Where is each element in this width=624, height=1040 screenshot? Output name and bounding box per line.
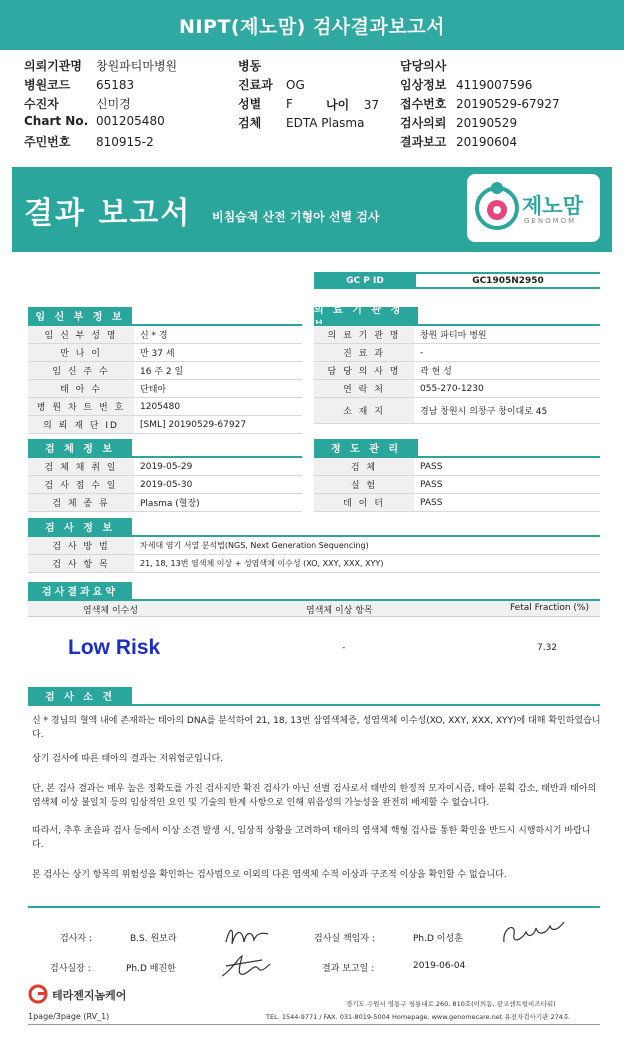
specimen-info-row — [28, 458, 302, 476]
lab-head-signature-icon — [498, 914, 570, 950]
institution-info-heading: 의 료 기 관 정 — [314, 307, 418, 324]
header-field — [24, 57, 177, 74]
header-field-key: 병원코드 — [24, 78, 71, 92]
report-date: 2019-06-04 — [413, 961, 466, 971]
header-field — [24, 76, 134, 93]
test-info-label: 검 사 항 목 — [28, 555, 134, 572]
header-field-key: 검체 — [238, 116, 262, 130]
header-field — [238, 95, 293, 112]
qc-label: 데 이 터 — [314, 494, 414, 511]
gcp-id-label: GC P ID — [314, 274, 416, 287]
institution-info-row — [314, 344, 600, 362]
age-key: 나이 — [326, 98, 350, 112]
pregnant-info-label: 의 뢰 재 단 ID — [28, 416, 134, 433]
logo-text: 제노맘 — [522, 194, 583, 218]
test-info-label: 검 사 방 법 — [28, 537, 134, 554]
lab-head-label: 검사실 책임자 : — [314, 934, 375, 944]
pregnant-info-label: 태 아 수 — [28, 380, 134, 397]
gcp-id-row — [314, 272, 600, 289]
company-logo-icon — [28, 984, 48, 1004]
header-field — [238, 76, 305, 93]
header-field-value: OG — [286, 78, 305, 92]
specimen-info-value: 2019-05-29 — [140, 461, 193, 472]
lab-head-name: Ph.D 이성훈 — [413, 934, 463, 944]
pregnant-info-value: 단태아 — [140, 385, 167, 395]
pregnant-info-row — [28, 416, 302, 434]
header-field-value: F — [286, 97, 293, 111]
header-field — [400, 57, 456, 74]
header-field — [400, 95, 560, 112]
header-field-value: 신미경 — [96, 97, 131, 111]
qc-heading: 정 도 관 리 — [314, 439, 418, 456]
qc-label: 실 험 — [314, 476, 414, 493]
pregnant-info-row — [28, 398, 302, 416]
test-info-value: 21, 18, 13번 염색체 이상 + 성염색체 이수성 (XO, XXY, XXX, XYY) — [140, 559, 384, 568]
opinion-paragraph-1: 신 * 경님의 혈액 내에 존재하는 태아의 DNA를 분석하여 21, 18, 13번 삼염색체증, 성염색체 이수성(XO, XXY, XXX, XYY)에 대해 확인하였습니다. — [32, 716, 601, 740]
header-field-key: 임상정보 — [400, 78, 447, 92]
director-label: 검사실장 : — [50, 964, 91, 974]
institution-info-label: 진 료 과 — [314, 344, 414, 361]
institution-info-value: 경남 창원시 의창구 창이대로 45 — [420, 407, 548, 417]
opinion-paragraph-4: 따라서, 추후 초음파 검사 등에서 이상 소견 발생 시, 임상적 상황을 고려하여 태아의 염색체 핵형 검사를 통한 확인을 반드시 시행하시기 바랍니다. — [32, 826, 591, 850]
result-fetal-fraction: 7.32 — [537, 643, 558, 653]
genomom-logo — [467, 174, 600, 242]
institution-info-row — [314, 326, 600, 344]
report-title: NIPT(제노맘) 검사결과보고서 — [179, 15, 445, 38]
header-field-key: 결과보고 — [400, 135, 447, 149]
header-field-key: 접수번호 — [400, 97, 447, 111]
specimen-info-value: Plasma (혈장) — [140, 499, 200, 509]
header-age — [326, 96, 379, 113]
header-field — [24, 114, 165, 128]
qc-row — [314, 494, 600, 512]
company-name: 테라젠지놈케어 — [52, 989, 127, 1002]
header-field-key: Chart No. — [24, 114, 89, 128]
opinion-line — [28, 704, 600, 706]
header-field-value: 20190529 — [456, 116, 518, 130]
specimen-info-label: 검 사 접 수 일 — [28, 476, 134, 493]
institution-info-label: 연 락 처 — [314, 380, 414, 397]
pregnant-info-label: 임 신 주 수 — [28, 362, 134, 379]
age-value: 37 — [363, 98, 380, 112]
header-field — [24, 133, 154, 150]
header-field-key: 의뢰기관명 — [24, 59, 82, 73]
test-info-value: 차세대 염기 서열 분석법(NGS, Next Generation Sequencing) — [140, 541, 369, 550]
header-field-value: 810915-2 — [96, 135, 154, 149]
header-field-key: 병동 — [238, 59, 262, 73]
header-field-value: EDTA Plasma — [286, 116, 365, 130]
qc-row — [314, 476, 600, 494]
specimen-info-table — [28, 458, 302, 512]
qc-row — [314, 458, 600, 476]
qc-label: 검 체 — [314, 458, 414, 475]
header-field — [238, 114, 364, 131]
summary-col-aneuploidy: 염색체 이수성 — [83, 606, 139, 616]
pregnant-info-row — [28, 326, 302, 344]
result-low-risk: Low Risk — [68, 636, 161, 659]
tester-label: 검사자 : — [60, 934, 92, 944]
pregnant-info-label: 만 나 이 — [28, 344, 134, 361]
opinion-paragraph-5: 본 검사는 상기 항목의 위험성을 확인하는 검사법으로 이외의 다른 염색체 수적 이상과 구조적 이상을 확인할 수 없습니다. — [32, 870, 507, 880]
pregnant-info-table — [28, 326, 302, 434]
qc-value: PASS — [420, 497, 443, 508]
header-field-key: 진료과 — [238, 78, 273, 92]
header-field — [400, 76, 532, 93]
institution-info-row — [314, 398, 600, 424]
header-field-value: 4119007596 — [456, 78, 533, 92]
logo-subtext: GENOMOM — [524, 217, 577, 225]
opinion-paragraph-3: 단, 본 검사 결과는 매우 높은 정확도를 가진 검사지만 확진 검사가 아닌 선별 검사로서 태반의 한정적 모자이시즘, 태아 분획 감소, 태반과 태아의 염색체 이상 불일치 등의 임상적인 요인 및 기술의 한계 사항으로 인해 위음성의 가능성을 완전히 배제할 수 없습니다. — [32, 784, 597, 808]
header-field-key: 검사의뢰 — [400, 116, 447, 130]
banner-title: 결과 보고서 — [24, 196, 192, 231]
company-logo — [28, 984, 146, 1004]
header-field-value: 65183 — [96, 78, 135, 92]
director-name: Ph.D 배진한 — [126, 964, 176, 974]
gcp-id-value: GC1905N2950 — [472, 275, 544, 286]
pregnant-info-label: 병 원 차 트 번 호 — [28, 398, 134, 415]
header-field-key: 수진자 — [24, 97, 59, 111]
pregnant-info-heading: 임 신 부 정 보 — [28, 307, 132, 324]
report-title-bar — [0, 0, 624, 50]
header-field-value: 20190604 — [456, 135, 518, 149]
institution-info-label: 소 재 지 — [314, 398, 414, 423]
result-abnormal-items: - — [342, 643, 346, 653]
footer-contact: TEL. 1544-9771 / FAX. 031-8019-5004 Homepage. www.genomecare.net 유전자검사기관 274호 — [266, 1013, 570, 1021]
tester-signature-icon — [222, 920, 272, 950]
header-field-value: 20190529-67927 — [456, 97, 560, 111]
pregnant-info-value: 만 37 세 — [140, 349, 175, 359]
specimen-info-value: 2019-05-30 — [140, 479, 193, 490]
summary-col-fetal-fraction: Fetal Fraction (%) — [510, 603, 589, 613]
pregnant-info-value: 신 * 경 — [140, 331, 168, 341]
pregnant-info-value: 1205480 — [140, 401, 181, 412]
qc-value: PASS — [420, 479, 443, 490]
header-field — [400, 114, 517, 131]
specimen-info-label: 검 체 채 취 일 — [28, 458, 134, 475]
footer-address: 경기도 수원시 영통구 청룡대로 260, 810호(이의동, 광교센트럴비즈타워) — [346, 1000, 556, 1008]
institution-info-table — [314, 326, 600, 424]
pregnant-info-row — [28, 362, 302, 380]
pregnant-info-value: 16 주 2 일 — [140, 367, 184, 377]
test-info-table — [28, 537, 600, 573]
banner-subtitle: 비침습적 산전 기형아 선별 검사 — [212, 210, 380, 224]
header-field-key: 담당의사 — [400, 59, 447, 73]
pregnant-info-row — [28, 380, 302, 398]
institution-info-row — [314, 380, 600, 398]
header-field-key: 성별 — [238, 97, 262, 111]
institution-info-row — [314, 362, 600, 380]
page-number: 1page/3page (RV_1) — [28, 1012, 110, 1021]
summary-col-abnormal: 염색체 이상 항목 — [306, 606, 373, 616]
header-field — [24, 95, 131, 112]
institution-info-value: 055-270-1230 — [420, 383, 484, 394]
qc-table — [314, 458, 600, 512]
header-field-value: 창원파티마병원 — [96, 59, 178, 73]
test-info-row — [28, 537, 600, 555]
footer-divider — [28, 1024, 600, 1025]
institution-info-value: - — [420, 347, 424, 358]
header-field — [400, 133, 517, 150]
test-info-heading: 검 사 정 보 — [28, 518, 132, 535]
summary-header-row — [28, 601, 600, 617]
report-date-label: 결과 보고일 : — [322, 964, 375, 974]
header-field-value: 001205480 — [96, 114, 165, 128]
institution-info-value: 곽 현 성 — [420, 367, 452, 377]
opinion-heading: 검 사 소 견 — [28, 687, 132, 704]
institution-info-label: 담 당 의 사 명 — [314, 362, 414, 379]
pregnant-info-value: [SML] 20190529-67927 — [140, 419, 247, 430]
signature-divider — [28, 906, 600, 908]
opinion-paragraph-2: 상기 검사에 따른 태아의 결과는 저위험군입니다. — [32, 754, 224, 764]
pregnant-info-label: 임 신 부 성 명 — [28, 326, 134, 343]
header-field-key: 주민번호 — [24, 135, 71, 149]
director-signature-icon — [218, 950, 274, 984]
qc-value: PASS — [420, 461, 443, 472]
tester-name: B.S. 원보라 — [130, 934, 177, 944]
specimen-info-label: 검 체 종 류 — [28, 494, 134, 511]
pregnant-info-row — [28, 344, 302, 362]
summary-heading: 검사결과요약 — [28, 582, 132, 599]
specimen-info-heading: 검 체 정 보 — [28, 439, 132, 456]
specimen-info-row — [28, 476, 302, 494]
institution-info-label: 의 료 기 관 명 — [314, 326, 414, 343]
institution-info-value: 창원 파티마 병원 — [420, 331, 487, 341]
header-field — [238, 57, 286, 74]
specimen-info-row — [28, 494, 302, 512]
test-info-row — [28, 555, 600, 573]
